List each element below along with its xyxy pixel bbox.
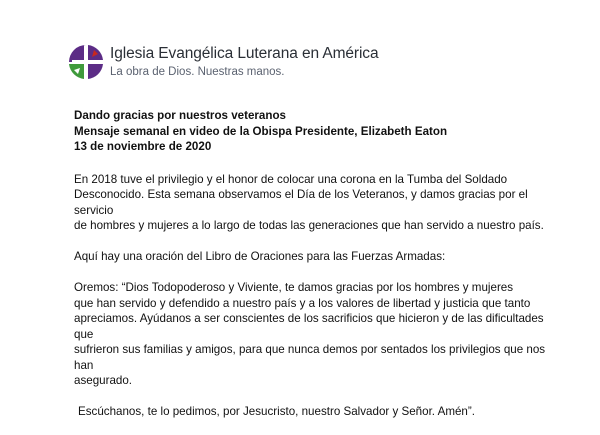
paragraph-prayer bbox=[74, 280, 554, 389]
prayer-line: apreciamos. Ayúdanos a ser conscientes de los sacrificios que hicieron y de las dificultades que bbox=[74, 312, 544, 341]
org-block bbox=[110, 44, 378, 80]
paragraph-intro bbox=[74, 172, 554, 234]
document-title: Dando gracias por nuestros veteranos bbox=[74, 109, 286, 122]
paragraph-prayer-intro: Aquí hay una oración del Libro de Oraciones para las Fuerzas Armadas: bbox=[74, 250, 446, 263]
paragraph-closing: Escúchanos, te lo pedimos, por Jesucristo, nuestro Salvador y Señor. Amén”. bbox=[78, 405, 475, 418]
prayer-line: asegurado. bbox=[74, 374, 133, 387]
document-date: 13 de noviembre de 2020 bbox=[74, 140, 212, 153]
paragraph-intro-line: En 2018 tuve el privilegio y el honor de colocar una corona en la Tumba del Soldado bbox=[74, 172, 508, 186]
elca-cross-logo-icon bbox=[68, 44, 104, 80]
document-subtitle: Mensaje semanal en video de la Obispa Presidente, Elizabeth Eaton bbox=[74, 124, 448, 138]
org-tagline: La obra de Dios. Nuestras manos. bbox=[110, 66, 285, 78]
heading-block bbox=[74, 108, 554, 155]
paragraph-intro-line: Desconocido. Esta semana observamos el Día de los Veteranos, y damos gracias por el servicio bbox=[74, 188, 528, 217]
org-name: Iglesia Evangélica Luterana en América bbox=[110, 45, 379, 62]
prayer-line: Oremos: “Dios Todopoderoso y Viviente, te damos gracias por los hombres y mujeres bbox=[74, 281, 514, 294]
header bbox=[68, 44, 378, 80]
prayer-line: sufrieron sus familias y amigos, para que nunca demos por sentados los privilegios que nos han bbox=[74, 343, 546, 372]
paragraph-intro-line: de hombres y mujeres a lo largo de todas las generaciones que han servido a nuestro país. bbox=[74, 219, 544, 232]
document-body bbox=[74, 108, 554, 435]
prayer-line: que han servido y defendido a nuestro país y a los valores de libertad y justicia que tanto bbox=[74, 296, 531, 310]
